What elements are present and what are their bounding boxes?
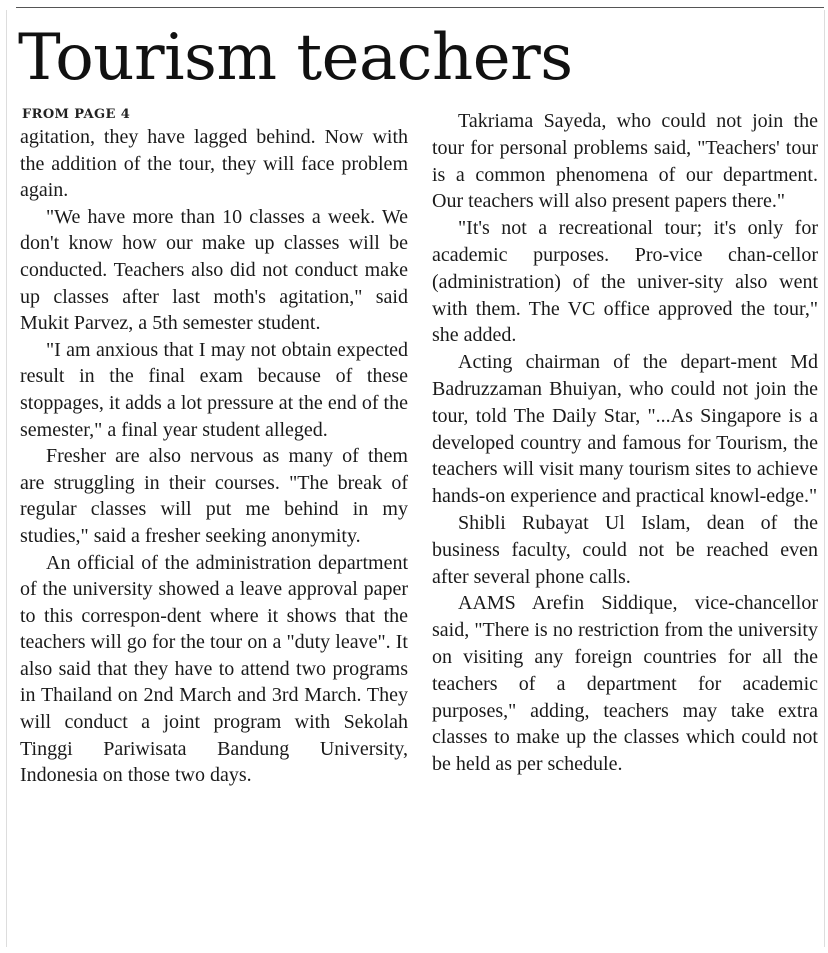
jump-line: FROM PAGE 4 — [22, 107, 131, 122]
right-edge-rule — [824, 10, 825, 947]
paragraph-2: "We have more than 10 classes a week. We don't know how our make up classes will be conducted. Teachers also did not conduct make up classes after last moth's agitation," said Mukit Parvez, a 5th semester student. — [20, 205, 408, 335]
paragraph-7: "It's not a recreational tour; it's only for academic purposes. Pro-vice chan-cellor (administration) of the univer-sity also went with them. The VC office approved the tour," she added. — [432, 217, 818, 347]
left-column — [20, 106, 408, 789]
right-column — [432, 108, 818, 778]
top-rule — [16, 7, 824, 8]
paragraph-5: An official of the administration department of the university showed a leave approval paper to this correspon-dent where it shows that the teachers will go for the tour on a "duty leave". It also said that they have to attend two programs in Thailand on 2nd March and 3rd March. They will conduct a joint program with Sekolah Tinggi Pariwisata Bandung University, Indonesia on those two days. — [20, 551, 408, 787]
left-edge-rule — [6, 10, 7, 947]
paragraph-9: Shibli Rubayat Ul Islam, dean of the business faculty, could not be reached even after several phone calls. — [432, 511, 818, 588]
paragraph-1: agitation, they have lagged behind. Now with the addition of the tour, they will face problem again. — [20, 126, 408, 202]
headline: Tourism teachers — [18, 21, 573, 95]
paragraph-4: Fresher are also nervous as many of them are struggling in their courses. "The break of regular classes will put me behind in my studies," said a fresher seeking anonymity. — [20, 445, 408, 547]
paragraph-3: "I am anxious that I may not obtain expected result in the final exam because of these stoppages, it adds a lot pressure at the end of the semester," a final year student alleged. — [20, 338, 408, 441]
paragraph-10: AAMS Arefin Siddique, vice-chancellor said, "There is no restriction from the university on visiting any foreign countries for all the teachers of a department for academic purposes," adding, teachers may take extra classes to make up the classes which could not be held as per schedule. — [432, 592, 818, 776]
paragraph-6: Takriama Sayeda, who could not join the tour for personal problems said, "Teachers' tour is a common phenomena of our department. Our teachers will also present papers there." — [432, 110, 818, 213]
paragraph-8: Acting chairman of the depart-ment Md Badruzzaman Bhuiyan, who could not join the tour, told The Daily Star, "...As Singapore is a developed country and famous for Tourism, the teachers will visit many tourism sites to achieve hands-on experience and practical knowl-edge." — [432, 351, 818, 508]
